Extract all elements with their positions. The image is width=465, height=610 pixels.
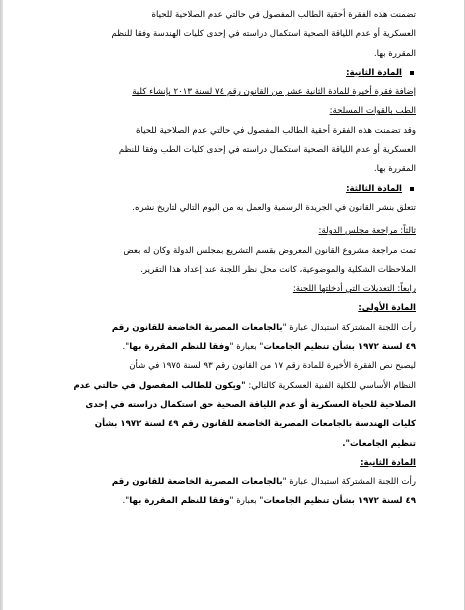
line-18-d: ". <box>122 342 130 353</box>
article-2-heading <box>73 64 416 83</box>
line-6 <box>73 102 416 121</box>
line-11: تتعلق بنشر القانون في الجريدة الرسمية والعمل به من اليوم التالي لتاريخ نشره. <box>132 202 416 213</box>
line-18-b: " بعبارة " <box>229 342 264 353</box>
line-8: العسكرية أو عدم اللياقة الصحية استكمال دراسته في إحدى كليات الطب وفقا للنظم <box>118 145 416 156</box>
line-26 <box>73 492 416 511</box>
line-5-text: إضافة فقرة أخيرة للمادة الثانية عشر من القانون رقم ٧٤ لسنة ٢٠١٣ بإنشاء كلية <box>132 87 416 98</box>
line-25 <box>73 473 416 492</box>
line-6-text: الطب بالقوات المسلحة: <box>329 106 416 117</box>
section-3-heading-text: ثالثاً: مراجعة مجلس الدولة: <box>318 226 416 237</box>
line-26-d: ". <box>122 496 130 507</box>
amend-article-2-heading-text: المادة الثانية: <box>360 457 416 468</box>
document-body <box>73 6 416 512</box>
article-3-heading-text: المادة الثالثة: <box>346 183 402 194</box>
line-13: تمت مراجعة مشروع القانون المعروض بقسم التشريع بمجلس الدولة وكان له بعض <box>123 245 416 256</box>
amend-article-1-heading-text: المادة الأولى: <box>358 303 416 314</box>
section-4-heading-text: رابعاً: التعديلات التي أدخلتها اللجنة: <box>292 284 416 295</box>
line-1: تضمنت هذه الفقرة أحقية الطالب المفصول في حالتي عدم الصلاحية للحياة <box>151 10 416 20</box>
line-25-a: رأت اللجنة المشتركة استبدال عبارة " <box>282 477 416 488</box>
line-17-b: بالجامعات المصرية الخاضعة للقانون رقم <box>111 322 283 333</box>
line-5 <box>73 83 416 102</box>
bullet-icon <box>410 187 414 191</box>
line-21: الصلاحية للحياة العسكرية أو عدم اللياقة الصحية حق استكمال دراسته في إحدى <box>85 399 416 410</box>
article-2-heading-text: المادة الثانية: <box>346 67 402 78</box>
line-9: المقررة بها. <box>373 164 416 175</box>
line-17-a: رأت اللجنة المشتركة استبدال عبارة " <box>282 322 416 333</box>
line-20 <box>73 377 416 396</box>
bullet-icon <box>410 71 414 75</box>
line-18-c: وفقا للنظم المقررة بها <box>129 342 230 353</box>
line-7: وقد تضمنت هذه الفقرة أحقية الطالب المفصول في حالتي عدم الصلاحية للحياة <box>136 125 416 136</box>
page-edge <box>1 0 3 610</box>
article-3-heading <box>73 180 416 199</box>
line-17 <box>73 319 416 338</box>
line-3: المقررة بها. <box>373 48 416 59</box>
line-25-b: بالجامعات المصرية الخاضعة للقانون رقم <box>111 477 283 488</box>
line-23: تنظيم الجامعات". <box>342 438 416 449</box>
line-18 <box>73 338 416 357</box>
line-26-a: ٤٩ لسنة ١٩٧٢ بشأن تنظيم الجامعات <box>263 496 416 507</box>
line-2: العسكرية أو عدم اللياقة الصحية استكمال دراسته في إحدى كليات الهندسة وفقا للنظم <box>111 29 416 40</box>
amend-article-2-heading <box>73 454 416 473</box>
section-3-heading <box>73 222 416 241</box>
line-22: كليات الهندسة بالجامعات المصرية الخاضعة للقانون رقم ٤٩ لسنة ١٩٧٢ بشأن <box>94 419 416 430</box>
line-20-b: "ويكون للطالب المفصول في حالتي عدم <box>73 380 246 391</box>
line-18-a: ٤٩ لسنة ١٩٧٢ بشأن تنظيم الجامعات <box>263 342 416 353</box>
line-26-b: " بعبارة " <box>229 496 264 507</box>
line-14: الملاحظات الشكلية والموضوعية، كانت محل نظر اللجنة عند إعداد هذا التقرير. <box>140 264 416 275</box>
amend-article-1-heading <box>73 299 416 318</box>
section-4-heading <box>73 280 416 299</box>
line-26-c: وفقا للنظم المقررة بها <box>129 496 230 507</box>
line-20-a: النظام الأساسي للكلية الفنية العسكرية كالتالي: <box>245 380 416 391</box>
line-19: ليصبح نص الفقرة الأخيرة للمادة رقم ١٧ من القانون رقم ٩٣ لسنة ١٩٧٥ في شأن <box>129 361 416 372</box>
